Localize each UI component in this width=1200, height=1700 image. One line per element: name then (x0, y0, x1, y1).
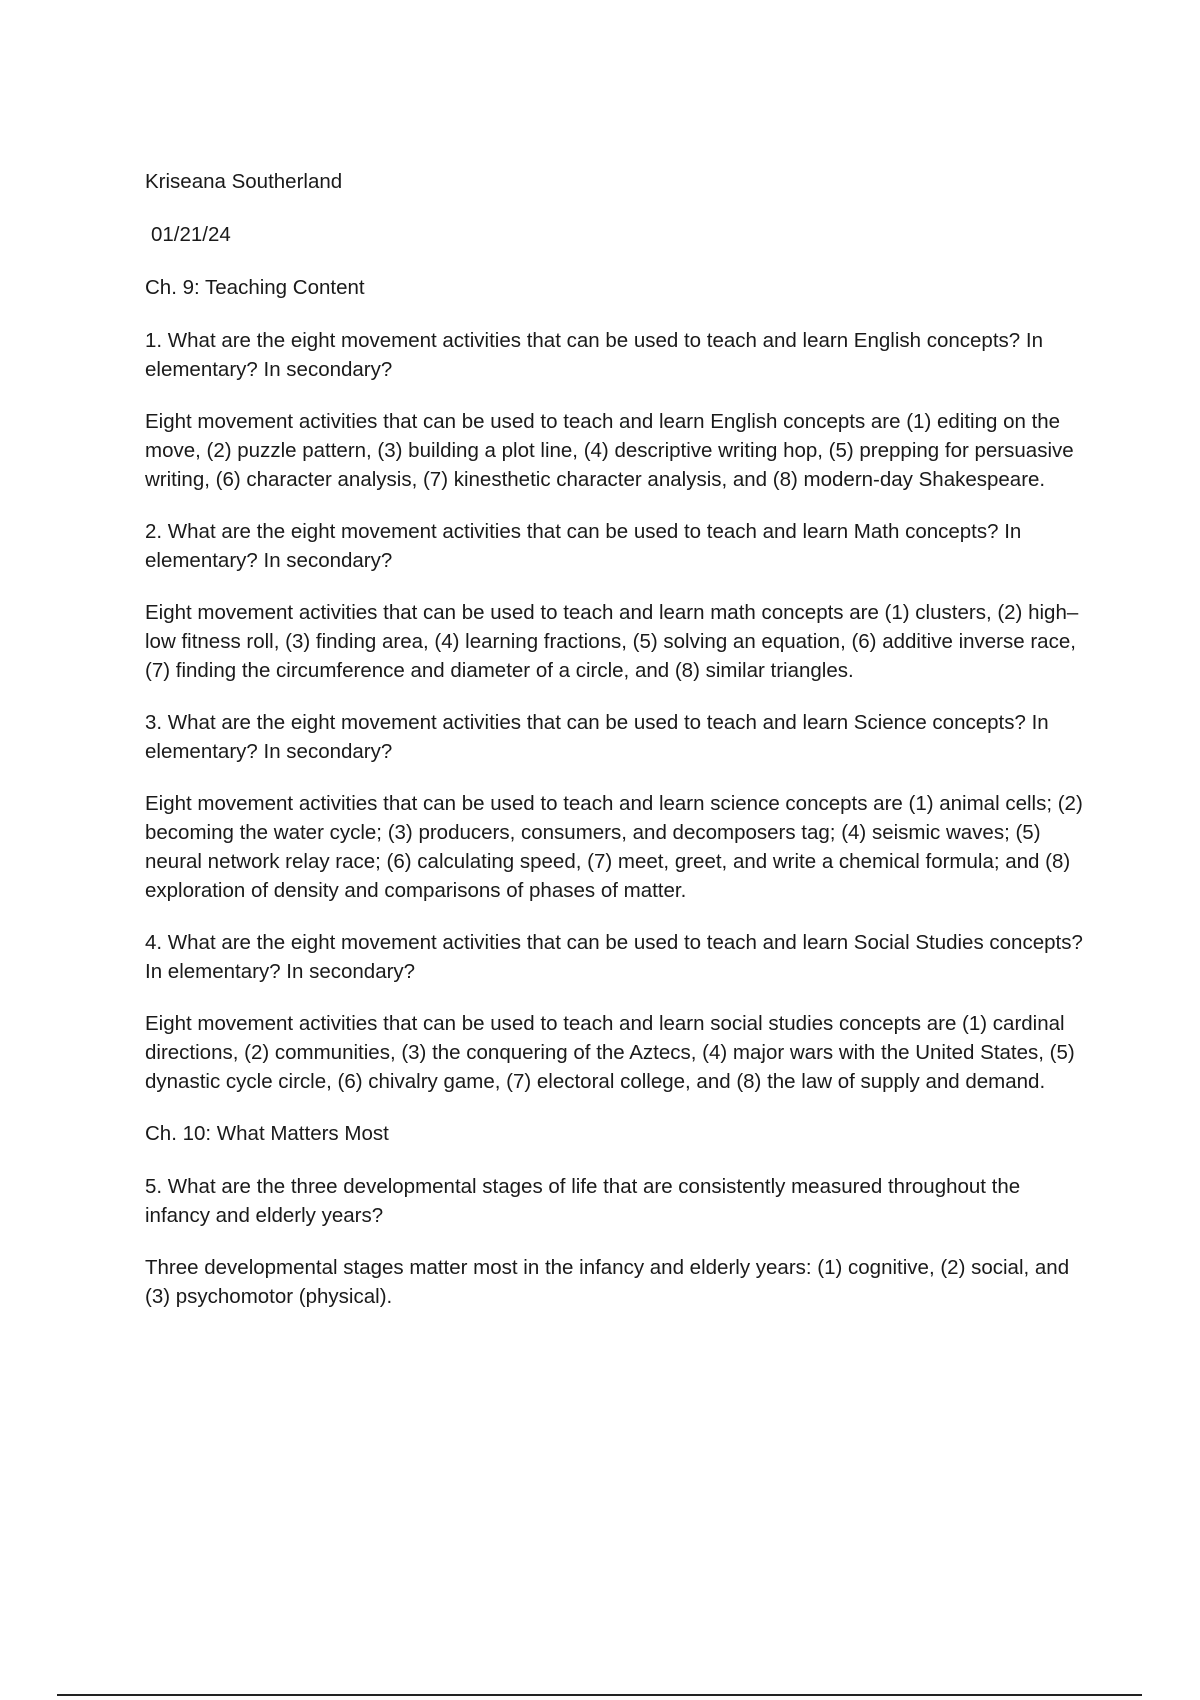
answer-4: Eight movement activities that can be used to teach and learn social studies concepts are (1) cardinal directions, (2) communities, (3) the conquering of the Aztecs, (4) major wars with the United States, (5) dynastic cycle circle, (6) chivalry game, (7) electoral college, and (8) the law of supply and demand. (145, 1012, 1075, 1093)
question-4: 4. What are the eight movement activities that can be used to teach and learn Social Studies concepts? In elementary? In secondary? (145, 931, 1083, 983)
chapter-heading-10: Ch. 10: What Matters Most (145, 1122, 389, 1145)
question-1: 1. What are the eight movement activities that can be used to teach and learn English concepts? In elementary? In secondary? (145, 329, 1043, 381)
question-2: 2. What are the eight movement activities that can be used to teach and learn Math concepts? In elementary? In secondary? (145, 520, 1022, 572)
author-name: Kriseana Southerland (145, 170, 343, 193)
answer-2: Eight movement activities that can be used to teach and learn math concepts are (1) clusters, (2) high–low fitness roll, (3) finding area, (4) learning fractions, (5) solving an equation, (6) additive inverse race, (7) finding the circumference and diameter of a circle, and (8) similar triangles. (145, 601, 1079, 682)
document-page (145, 167, 1090, 1334)
answer-3: Eight movement activities that can be used to teach and learn science concepts are (1) animal cells; (2) becoming the water cycle; (3) producers, consumers, and decomposers tag; (4) seismic waves; (5) neural network relay race; (6) calculating speed, (7) meet, greet, and write a chemical formula; and (8) exploration of density and comparisons of phases of matter. (145, 792, 1083, 902)
document-date: 01/21/24 (151, 223, 231, 246)
answer-5: Three developmental stages matter most in the infancy and elderly years: (1) cognitive, (2) social, and (3) psychomotor (physical). (145, 1256, 1070, 1308)
question-3: 3. What are the eight movement activities that can be used to teach and learn Science concepts? In elementary? In secondary? (145, 711, 1049, 763)
question-5: 5. What are the three developmental stages of life that are consistently measured throughout the infancy and elderly years? (145, 1175, 1021, 1227)
page-bottom-rule (57, 1694, 1142, 1696)
chapter-heading-9: Ch. 9: Teaching Content (145, 276, 365, 299)
answer-1: Eight movement activities that can be used to teach and learn English concepts are (1) editing on the move, (2) puzzle pattern, (3) building a plot line, (4) descriptive writing hop, (5) prepping for persuasive writing, (6) character analysis, (7) kinesthetic character analysis, and (8) modern-day Shakespeare. (145, 410, 1074, 491)
